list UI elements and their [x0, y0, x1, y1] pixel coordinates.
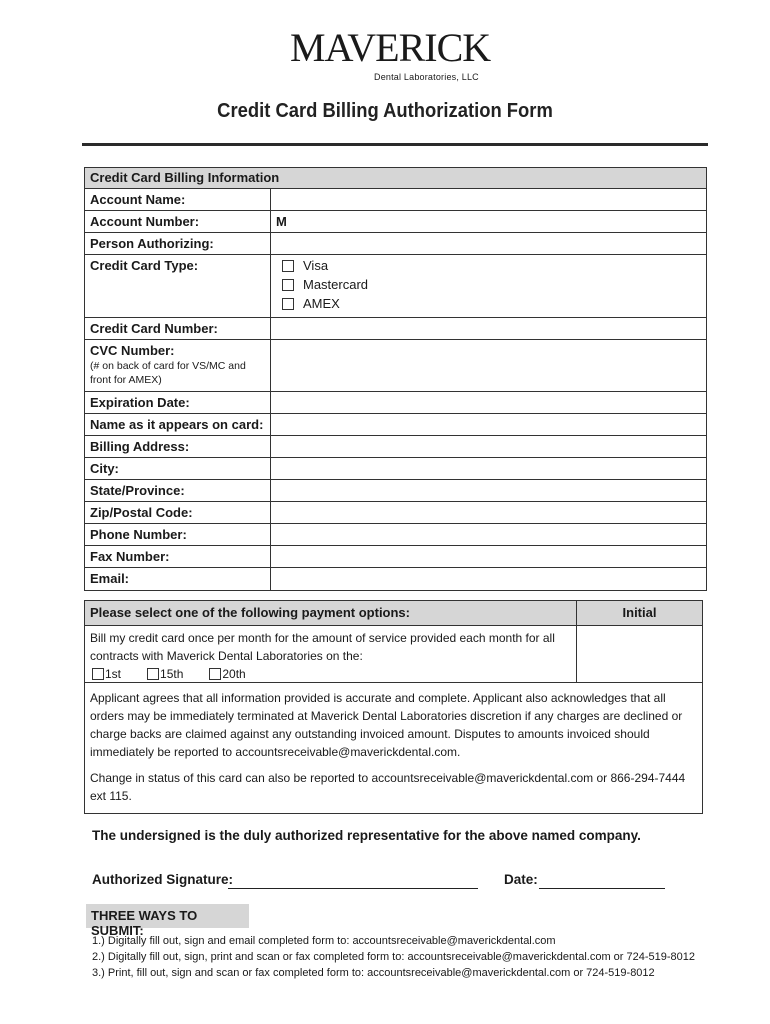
submit-step-3: 3.) Print, fill out, sign and scan or fax completed form to: accountsreceivable@maverickdental.com or 724-519-8012 — [92, 967, 655, 979]
company-logo — [286, 25, 491, 88]
expiration-field[interactable] — [271, 392, 706, 413]
visa-label: Visa — [303, 258, 329, 273]
mastercard-checkbox[interactable] — [282, 279, 294, 291]
card-type-visa[interactable] — [276, 256, 701, 275]
name-on-card-field[interactable] — [271, 414, 706, 435]
payment-options-header-row — [85, 601, 702, 626]
agreement-text: Applicant agrees that all information provided is accurate and complete. Applicant also acknowledges that all orders may be immediately terminated at Maverick Dental Laboratories discretion if any charges are declined or charge backs are claimed against any outstanding invoiced amount. Disputes to amounts invoiced should immediately be reported to accountsreceivable@maverickdental.com. — [90, 691, 683, 759]
cvc-note: (# on back of card for VS/MC and front for AMEX) — [90, 360, 246, 386]
state-label: State/Province: — [85, 480, 271, 501]
expiration-row — [85, 392, 706, 414]
phone-row — [85, 524, 706, 546]
billing-day-options — [90, 665, 571, 683]
email-row — [85, 568, 706, 590]
mastercard-label: Mastercard — [303, 277, 369, 292]
day-15th-label: 15th — [160, 667, 184, 681]
amex-checkbox[interactable] — [282, 298, 294, 310]
name-on-card-row — [85, 414, 706, 436]
visa-checkbox[interactable] — [282, 260, 294, 272]
payment-options-table — [84, 600, 703, 814]
zip-label: Zip/Postal Code: — [85, 502, 271, 523]
signature-label: Authorized Signature: — [92, 872, 233, 887]
title-divider — [82, 143, 708, 146]
state-field[interactable] — [271, 480, 706, 501]
submit-header: THREE WAYS TO SUBMIT: — [86, 904, 249, 928]
city-row — [85, 458, 706, 480]
card-type-mastercard[interactable] — [276, 275, 701, 294]
account-number-field[interactable]: M — [276, 214, 287, 229]
card-type-row — [85, 255, 706, 318]
date-field[interactable] — [539, 888, 665, 889]
change-status-text: Change in status of this card can also be reported to accountsreceivable@maverickdental.com or 866-294-7444 ext 115. — [90, 771, 686, 803]
monthly-billing-cell — [85, 626, 577, 682]
signature-field[interactable] — [228, 888, 478, 889]
logo-subtitle: Dental Laboratories, LLC — [374, 72, 479, 82]
state-row — [85, 480, 706, 502]
day-1st-label: 1st — [105, 667, 122, 681]
phone-field[interactable] — [271, 524, 706, 545]
zip-field[interactable] — [271, 502, 706, 523]
date-label: Date: — [504, 872, 538, 887]
payment-options-header: Please select one of the following payment options: — [85, 601, 577, 625]
terms-section — [85, 683, 702, 813]
email-label: Email: — [85, 568, 271, 590]
card-type-options — [271, 255, 706, 317]
person-authorizing-field[interactable] — [271, 233, 706, 254]
cvc-label-cell — [85, 340, 271, 391]
account-name-label: Account Name: — [85, 189, 271, 210]
amex-label: AMEX — [303, 296, 340, 311]
card-type-amex[interactable] — [276, 294, 701, 313]
day-20th-checkbox[interactable] — [209, 668, 221, 680]
cvc-field[interactable] — [271, 340, 706, 391]
cvc-label: CVC Number: — [90, 343, 175, 358]
fax-label: Fax Number: — [85, 546, 271, 567]
day-20th-label: 20th — [222, 667, 246, 681]
undersigned-statement: The undersigned is the duly authorized representative for the above named company. — [92, 828, 641, 843]
billing-info-header: Credit Card Billing Information — [85, 168, 706, 189]
card-number-field[interactable] — [271, 318, 706, 339]
initial-field[interactable] — [577, 626, 702, 682]
card-number-row — [85, 318, 706, 340]
day-1st-checkbox[interactable] — [92, 668, 104, 680]
cvc-row — [85, 340, 706, 392]
form-title: Credit Card Billing Authorization Form — [217, 100, 553, 122]
monthly-billing-row — [85, 626, 702, 683]
city-field[interactable] — [271, 458, 706, 479]
account-name-field[interactable] — [271, 189, 706, 210]
name-on-card-label: Name as it appears on card: — [85, 414, 271, 435]
day-15th-checkbox[interactable] — [147, 668, 159, 680]
billing-address-field[interactable] — [271, 436, 706, 457]
submit-step-2: 2.) Digitally fill out, sign, print and scan or fax completed form to: accountsreceivable@maverickdental.com or 724-519-8012 — [92, 951, 696, 963]
expiration-label: Expiration Date: — [85, 392, 271, 413]
phone-label: Phone Number: — [85, 524, 271, 545]
monthly-billing-text: Bill my credit card once per month for the amount of service provided each month for all contracts with Maverick Dental Laboratories on the: — [90, 631, 555, 663]
fax-field[interactable] — [271, 546, 706, 567]
logo-wordmark: MAVERICK — [290, 25, 491, 70]
zip-row — [85, 502, 706, 524]
card-type-label: Credit Card Type: — [85, 255, 271, 317]
account-number-label: Account Number: — [85, 211, 271, 232]
billing-info-table — [84, 167, 707, 591]
account-number-row — [85, 211, 706, 233]
fax-row — [85, 546, 706, 568]
submit-step-1: 1.) Digitally fill out, sign and email completed form to: accountsreceivable@maverickdental.com — [92, 935, 556, 947]
city-label: City: — [85, 458, 271, 479]
billing-address-label: Billing Address: — [85, 436, 271, 457]
initial-header: Initial — [622, 605, 657, 620]
person-authorizing-row — [85, 233, 706, 255]
account-name-row — [85, 189, 706, 211]
person-authorizing-label: Person Authorizing: — [85, 233, 271, 254]
submit-steps — [92, 933, 695, 981]
billing-address-row — [85, 436, 706, 458]
card-number-label: Credit Card Number: — [85, 318, 271, 339]
email-field[interactable] — [271, 568, 706, 590]
